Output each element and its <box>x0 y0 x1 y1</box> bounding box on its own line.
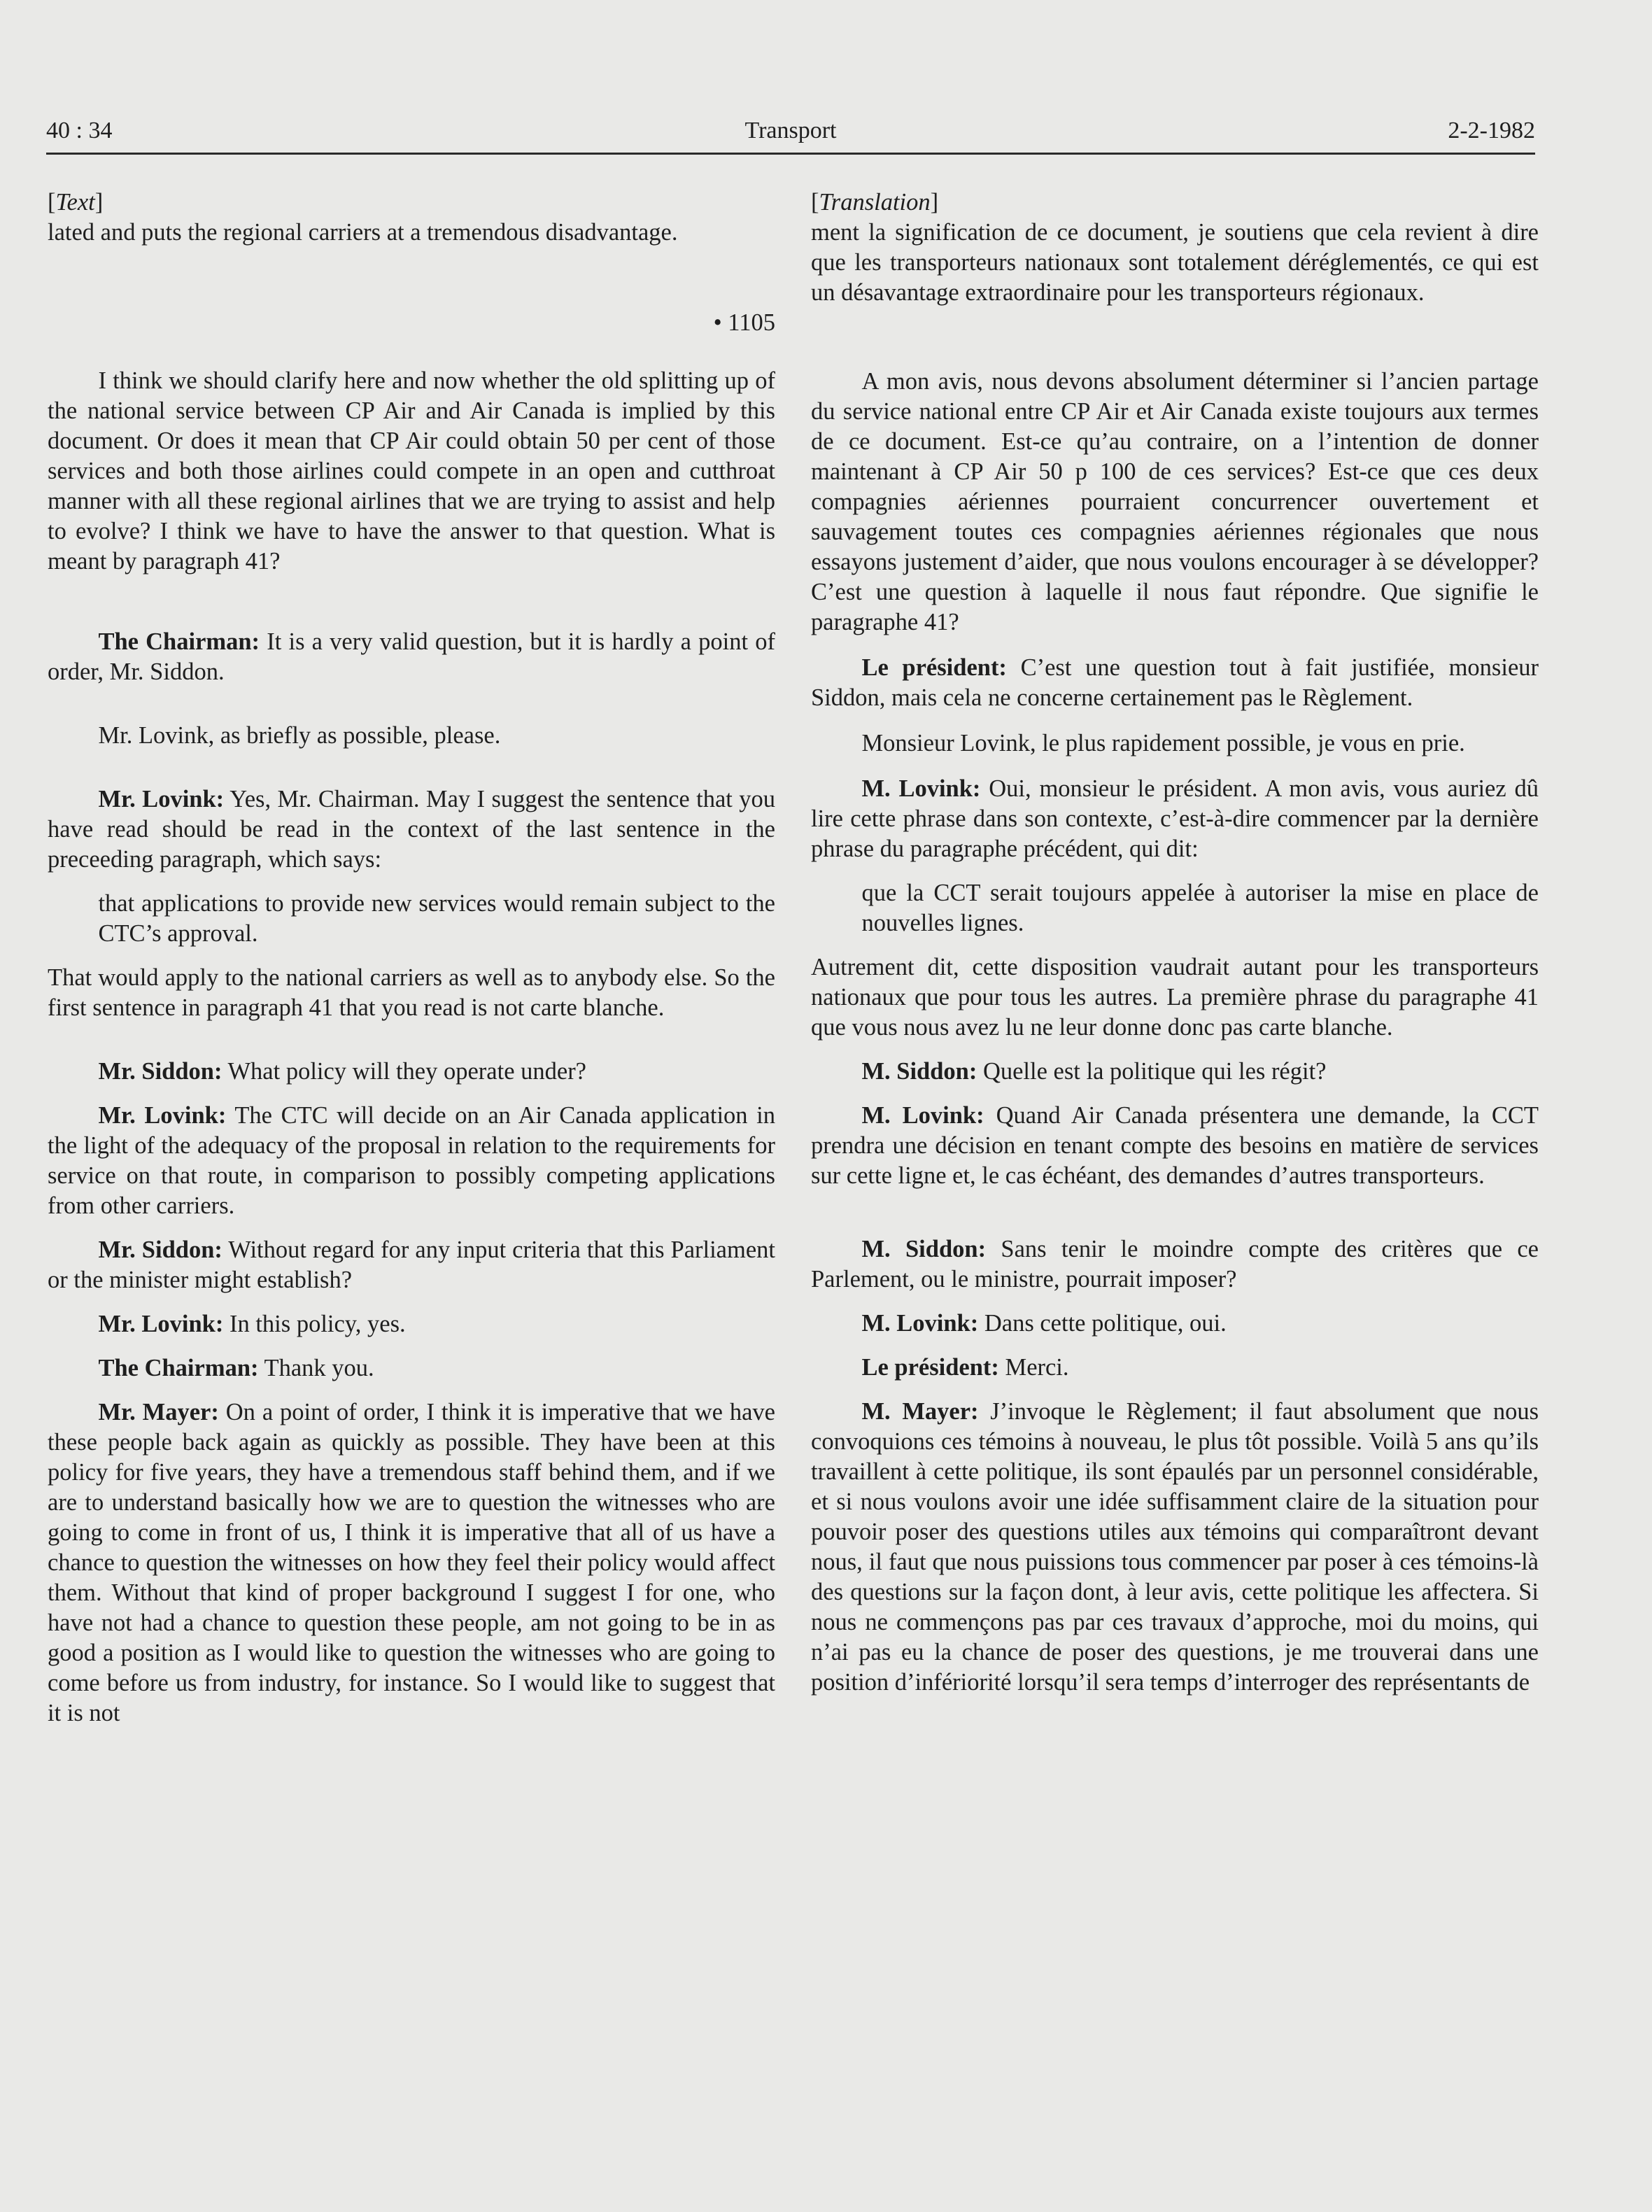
paragraph: Mr. Siddon: What policy will they operate under? <box>98 1058 586 1085</box>
speaker: The Chairman: <box>98 1355 259 1381</box>
paragraph: The Chairman: Thank you. <box>98 1355 374 1381</box>
column-tag: [ Text ] <box>48 188 775 218</box>
speaker: Mr. Lovink: <box>98 786 225 812</box>
paragraph: Le président: Merci. <box>861 1354 1069 1381</box>
paragraph: I think we should clarify here and now whether the old splitting up of the national service between CP Air and Air Canada is implied by this document. Or does it mean that CP Air could obtain 50 per cent of those services and both those airlines could compete in an open and cutthroat manner with all these regional airlines that we are trying to assist and help to evolve? I think we have to have the answer to that question. What is meant by paragraph 41? <box>48 367 775 575</box>
speaker: Mr. Mayer: <box>98 1399 219 1425</box>
block-quote: that applications to provide new services would remain subject to the CTC’s approval. <box>98 890 775 947</box>
paragraph: ment la signification de ce document, je soutiens que cela revient à dire que les transporteurs nationaux sont totalement déréglementés, ce qui est un désavantage extraordinaire pour les transporteurs régionaux. <box>811 219 1539 306</box>
paragraph: Mr. Siddon: Without regard for any input criteria that this Parliament or the minister might establish? <box>48 1237 775 1293</box>
speaker: Mr. Siddon: <box>98 1237 223 1263</box>
paragraph: Mr. Mayer: On a point of order, I think it is imperative that we have these people back again as quickly as possible. They have been at this policy for five years, they have a tremendous staff behind them, and if we are to understand basically how we are to question the witnesses who are going to come in front of us, I think it is imperative that all of us have a chance to question the witnesses on how they feel their policy would affect them. Without that kind of proper background I suggest I for one, who have not had a chance to question these people, am not going to be in as good a position as I would like to question the witnesses who are going to come before us from industry, for instance. So I would like to suggest that it is not <box>48 1399 775 1726</box>
paragraph: A mon avis, nous devons absolument déterminer si l’ancien partage du service national entre CP Air et Air Canada existe toujours aux termes de ce document. Est-ce qu’au contraire, on a l’intention de donner maintenant à CP Air 50 p 100 de ces services? Est-ce que ces deux compagnies aériennes pourraient concurrencer ouvertement et sauvagement toutes ces compagnies aériennes régionales que nous essayons justement d’aider, que nous voulons encourager à se développer? C’est une question à laquelle il nous faut répondre. Que signifie le paragraphe 41? <box>811 368 1539 635</box>
speaker: Mr. Lovink: <box>98 1102 227 1129</box>
paragraph: lated and puts the regional carriers at a tremendous disadvantage. <box>48 219 678 246</box>
time-marker: • 1105 <box>713 309 775 336</box>
speaker: The Chairman: <box>98 628 260 655</box>
french-column <box>811 188 1539 1698</box>
paragraph: Autrement dit, cette disposition vaudrait autant pour les transporteurs nationaux que pour tous les autres. La première phrase du paragraphe 41 que vous nous avez lu ne leur donne donc pas carte blanche. <box>811 954 1539 1041</box>
page-date: 2-2-1982 <box>1448 118 1535 143</box>
page-number: 40 : 34 <box>46 118 113 143</box>
paragraph: Monsieur Lovink, le plus rapidement possible, je vous en prie. <box>861 730 1465 756</box>
speaker: M. Lovink: <box>861 1310 979 1337</box>
speaker: Le président: <box>861 654 1007 681</box>
speaker: M. Lovink: <box>861 775 981 802</box>
english-column <box>48 188 775 1728</box>
paragraph: The Chairman: It is a very valid question, but it is hardly a point of order, Mr. Siddon. <box>48 628 775 685</box>
column-tag: [ Translation ] <box>811 188 1539 218</box>
paragraph: M. Siddon: Quelle est la politique qui les régit? <box>861 1058 1327 1085</box>
paragraph: Mr. Lovink: Yes, Mr. Chairman. May I suggest the sentence that you have read should be read in the context of the last sentence in the preceeding paragraph, which says: <box>48 786 775 873</box>
speaker: Mr. Siddon: <box>98 1058 223 1085</box>
paragraph: M. Siddon: Sans tenir le moindre compte des critères que ce Parlement, ou le ministre, pourrait imposer? <box>811 1236 1539 1292</box>
speaker: M. Siddon: <box>861 1058 977 1085</box>
paragraph: Mr. Lovink, as briefly as possible, please. <box>98 722 501 749</box>
speaker: Le président: <box>861 1354 999 1381</box>
paragraph: Mr. Lovink: The CTC will decide on an Air Canada application in the light of the adequacy of the proposal in relation to the requirements for service on that route, in comparison to possibly competing applications from other carriers. <box>48 1102 776 1219</box>
header-rule <box>46 153 1535 155</box>
paragraph: M. Lovink: Dans cette politique, oui. <box>861 1310 1227 1337</box>
speaker: M. Lovink: <box>861 1102 984 1129</box>
page-header <box>46 118 1535 153</box>
speaker: Mr. Lovink: <box>98 1311 224 1337</box>
paragraph: Le président: C’est une question tout à fait justifiée, monsieur Siddon, mais cela ne concerne certainement pas le Règlement. <box>811 654 1539 711</box>
speaker: M. Mayer: <box>861 1398 979 1425</box>
paragraph: That would apply to the national carriers as well as to anybody else. So the first sentence in paragraph 41 that you read is not carte blanche. <box>48 964 775 1021</box>
paragraph: Mr. Lovink: In this policy, yes. <box>98 1311 406 1337</box>
block-quote: que la CCT serait toujours appelée à autoriser la mise en place de nouvelles lignes. <box>861 880 1539 936</box>
page-title: Transport <box>744 118 837 143</box>
speaker: M. Siddon: <box>861 1236 987 1262</box>
paragraph: M. Lovink: Oui, monsieur le président. A mon avis, vous auriez dû lire cette phrase dans son contexte, c’est-à-dire commencer par la dernière phrase du paragraphe précédent, qui dit: <box>811 775 1539 862</box>
paragraph: M. Mayer: J’invoque le Règlement; il faut absolument que nous convoquions ces témoins à nouveau, le plus tôt possible. Voilà 5 ans qu’ils travaillent à cette politique, ils sont épaulés par un personnel considérable, et si nous voulons avoir une idée suffisamment claire de la situation pour pouvoir poser des questions utiles aux témoins qui comparaîtront devant nous, il faut que nous puissions tous commencer par poser à ces témoins-là des questions sur la façon dont, à leur avis, cette politique les affectera. Si nous ne commençons pas par ces travaux d’approche, moi du moins, qui n’ai pas eu la chance de poser des questions, je me trouverai dans une position d’infériorité lorsqu’il sera temps d’interroger des représentants de <box>811 1398 1539 1696</box>
paragraph: M. Lovink: Quand Air Canada présentera une demande, la CCT prendra une décision en tenant compte des besoins en matière de services sur cette ligne et, le cas échéant, des demandes d’autres transporteurs. <box>811 1102 1539 1189</box>
